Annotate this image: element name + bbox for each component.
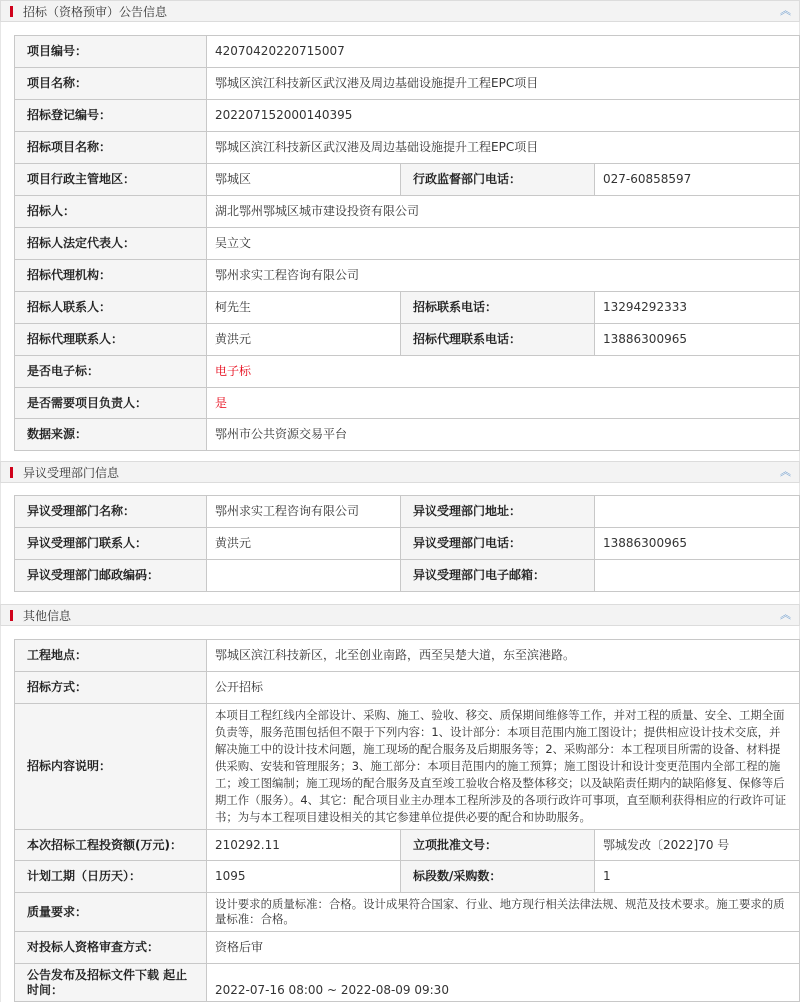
legal-rep-value: 吴立文 — [207, 228, 800, 260]
collapse-icon[interactable]: ︽ — [780, 4, 791, 17]
project-name-value: 鄂城区滨江科技新区武汉港及周边基础设施提升工程EPC项目 — [207, 68, 800, 100]
field-label: 招标登记编号： — [15, 100, 207, 132]
agency-contact-phone-value: 13886300965 — [595, 324, 800, 356]
duration-value: 1095 — [207, 861, 401, 893]
table-row — [15, 164, 800, 196]
table-row — [15, 496, 800, 528]
investment-value: 210292.11 — [207, 830, 401, 861]
e-bid-value: 电子标 — [207, 356, 800, 388]
field-label: 招标代理联系电话： — [401, 324, 595, 356]
content-value: 本项目工程红线内全部设计、采购、施工、验收、移交、质保期间维修等工作，并对工程的质量、安全、工期全面负责等，服务范围包括但不限于下列内容：1、设计部分：本项目范围内施工图设计；提供相应设计技术交底，并解决施工中的设计技术问题，施工现场的配合服务及后期服务等；2、采购部分：本工程项目所需的设备、材料提供采购、安装和管理服务；3、施工部分：本项目范围内的施工预算；施工图设计和设计变更范围内全部工程的施工；竣工图编制；施工现场的配合服务及直至竣工验收合格及整体移交；以及缺陷责任期内的缺陷修复、保修等后期工作（服务）。4、其它：配合项目业主办理本工程所涉及的各项行政许可事项，直至顺利获得相应的行政许可证书；为与本工程项目建设相关的其它参建单位提供必要的配合和协助服务。 — [207, 704, 800, 830]
dept-address-value — [595, 496, 800, 528]
table-row — [15, 100, 800, 132]
field-label: 招标联系电话： — [401, 292, 595, 324]
field-label: 行政监督部门电话： — [401, 164, 595, 196]
field-label: 招标代理联系人： — [15, 324, 207, 356]
dept-email-value — [595, 560, 800, 592]
location-value: 鄂城区滨江科技新区，北至创业南路，西至吴楚大道，东至滨港路。 — [207, 640, 800, 672]
agency-value: 鄂州求实工程咨询有限公司 — [207, 260, 800, 292]
field-label: 招标项目名称： — [15, 132, 207, 164]
field-label: 计划工期（日历天）： — [15, 861, 207, 893]
publish-time-value: 2022-07-16 08:00 ~ 2022-08-09 09:30 — [207, 964, 800, 1002]
reg-no-value: 202207152000140395 — [207, 100, 800, 132]
table-row — [15, 672, 800, 704]
table-row — [15, 861, 800, 893]
other-table — [14, 639, 800, 1002]
supervision-phone-value: 027-60858597 — [595, 164, 800, 196]
project-no-value: 42070420220715007 — [207, 36, 800, 68]
method-value: 公开招标 — [207, 672, 800, 704]
contact-value: 柯先生 — [207, 292, 401, 324]
section-header-announcement — [0, 0, 800, 22]
agency-contact-value: 黄洪元 — [207, 324, 401, 356]
field-label: 是否需要项目负责人： — [15, 388, 207, 419]
table-row — [15, 292, 800, 324]
field-label: 是否电子标： — [15, 356, 207, 388]
qualification-value: 资格后审 — [207, 932, 800, 964]
collapse-icon[interactable]: ︽ — [780, 608, 791, 621]
table-row — [15, 132, 800, 164]
lot-count-value: 1 — [595, 861, 800, 893]
field-label: 项目行政主管地区： — [15, 164, 207, 196]
field-label: 招标方式： — [15, 672, 207, 704]
table-row — [15, 419, 800, 451]
field-label: 立项批准文号： — [401, 830, 595, 861]
field-label: 标段数/采购数： — [401, 861, 595, 893]
section-title: 其他信息 — [23, 609, 72, 623]
table-row — [15, 196, 800, 228]
tenderer-value: 湖北鄂州鄂城区城市建设投资有限公司 — [207, 196, 800, 228]
other-section — [0, 604, 800, 1002]
field-label: 异议受理部门地址： — [401, 496, 595, 528]
section-marker — [10, 467, 13, 478]
field-label: 对投标人资格审查方式： — [15, 932, 207, 964]
field-label: 招标人法定代表人： — [15, 228, 207, 260]
section-header-objection — [0, 461, 800, 483]
contact-phone-value: 13294292333 — [595, 292, 800, 324]
field-label: 项目名称： — [15, 68, 207, 100]
bid-project-name-value: 鄂城区滨江科技新区武汉港及周边基础设施提升工程EPC项目 — [207, 132, 800, 164]
field-label: 数据来源： — [15, 419, 207, 451]
section-marker — [10, 6, 13, 17]
table-row — [15, 704, 800, 830]
collapse-icon[interactable]: ︽ — [780, 465, 791, 478]
table-row — [15, 560, 800, 592]
field-label: 招标人联系人： — [15, 292, 207, 324]
table-row — [15, 228, 800, 260]
table-row — [15, 324, 800, 356]
field-label: 招标代理机构： — [15, 260, 207, 292]
table-row — [15, 830, 800, 861]
dept-contact-value: 黄洪元 — [207, 528, 401, 560]
dept-post-value — [207, 560, 401, 592]
field-label: 质量要求： — [15, 893, 207, 932]
section-title: 异议受理部门信息 — [23, 466, 120, 480]
field-label: 招标内容说明： — [15, 704, 207, 830]
table-row — [15, 640, 800, 672]
table-row — [15, 36, 800, 68]
field-label: 本次招标工程投资额(万元)： — [15, 830, 207, 861]
field-label: 异议受理部门名称： — [15, 496, 207, 528]
field-label: 项目编号： — [15, 36, 207, 68]
table-row — [15, 964, 800, 1002]
quality-value: 设计要求的质量标准：合格。设计成果符合国家、行业、地方现行相关法律法规、规范及技术要求。施工要求的质量标准：合格。 — [207, 893, 800, 932]
source-value: 鄂州市公共资源交易平台 — [207, 419, 800, 451]
objection-table — [14, 495, 800, 592]
section-header-other — [0, 604, 800, 626]
field-label: 招标人： — [15, 196, 207, 228]
table-row — [15, 260, 800, 292]
section-title: 招标（资格预审）公告信息 — [23, 5, 168, 19]
objection-section — [0, 461, 800, 604]
announcement-section — [0, 0, 800, 461]
table-row — [15, 356, 800, 388]
section-marker — [10, 610, 13, 621]
dept-name-value: 鄂州求实工程咨询有限公司 — [207, 496, 401, 528]
need-manager-value: 是 — [207, 388, 800, 419]
announcement-table — [14, 35, 800, 451]
field-label: 异议受理部门电子邮箱： — [401, 560, 595, 592]
table-row — [15, 388, 800, 419]
approval-no-value: 鄂城发改〔2022]70 号 — [595, 830, 800, 861]
field-label: 公告发布及招标文件下载 起止时间： — [15, 964, 207, 1002]
table-row — [15, 932, 800, 964]
field-label: 异议受理部门电话： — [401, 528, 595, 560]
table-row — [15, 68, 800, 100]
table-row — [15, 893, 800, 932]
field-label: 工程地点： — [15, 640, 207, 672]
field-label: 异议受理部门联系人： — [15, 528, 207, 560]
dept-phone-value: 13886300965 — [595, 528, 800, 560]
field-label: 异议受理部门邮政编码： — [15, 560, 207, 592]
admin-region-value: 鄂城区 — [207, 164, 401, 196]
table-row — [15, 528, 800, 560]
